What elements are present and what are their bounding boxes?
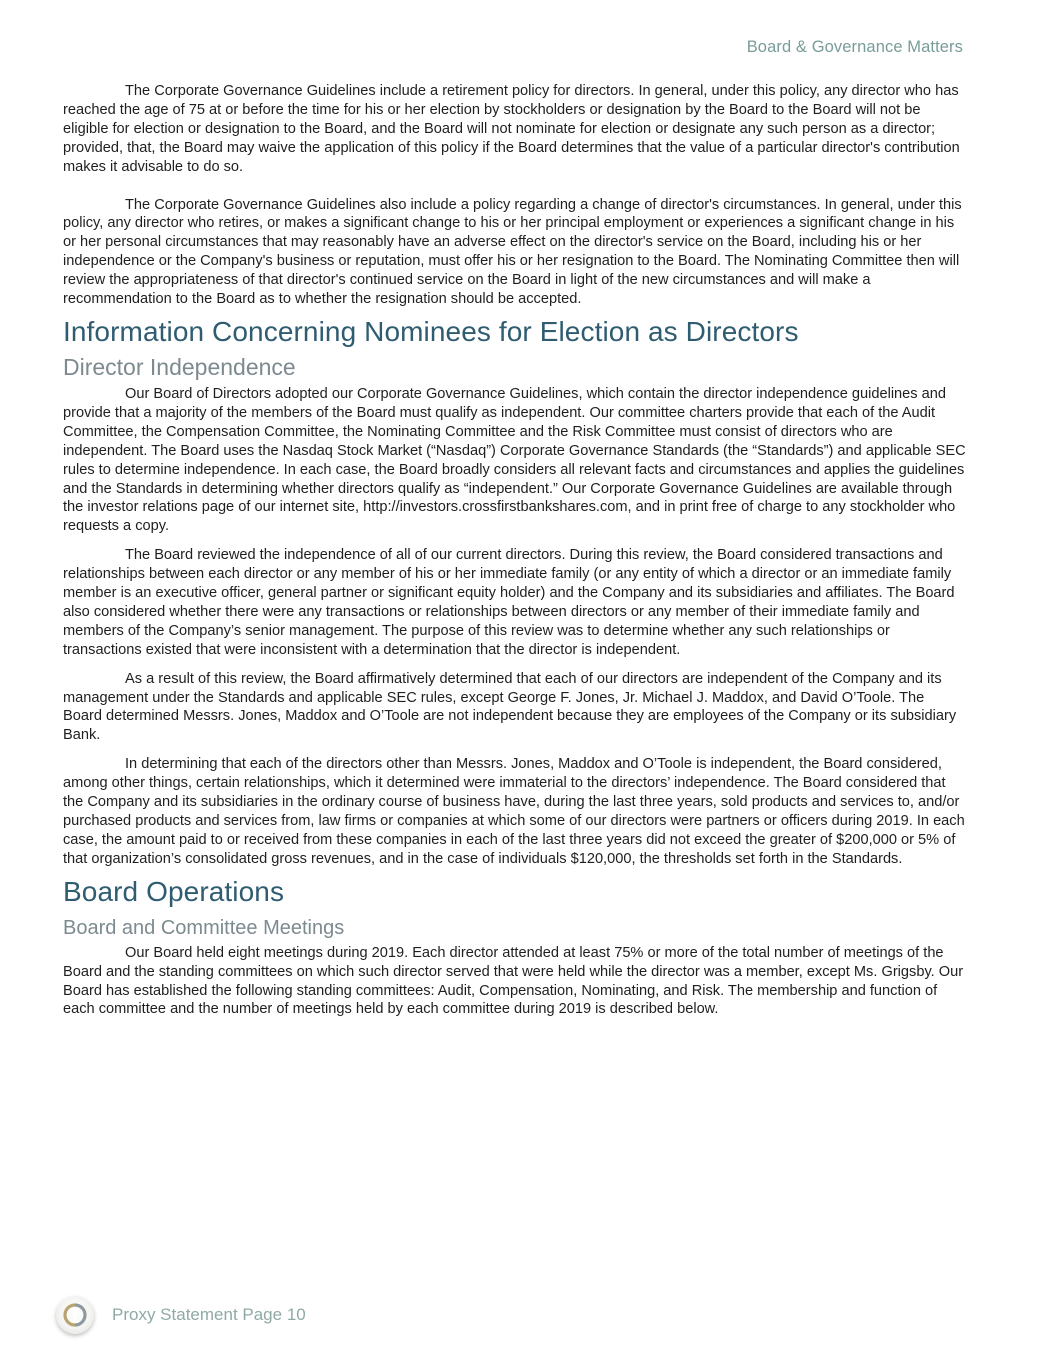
footer-page-label: Proxy Statement Page 10 [112,1305,306,1324]
crossfirst-logo-icon [56,1296,94,1334]
retirement-policy-paragraph: The Corporate Governance Guidelines include a retirement policy for directors. In general, under this policy, any director who has reached the age of 75 at or before the time for his or her election by stockholders or designation by the Board to the Board will not be eligible for election or designation to the Board, and the Board will not nominate for election or designate any such person as a director; provided, that, the Board may waive the application of this policy if the Board determines that the value of a particular director's contribution makes it advisable to do so. [63,83,960,175]
independence-paragraph-2: The Board reviewed the independence of all of our current directors. During this review, the Board considered transactions and relationships between each director or any member of his or her immediate family (or any entity of which a director or an immediate family member is an executive officer, general partner or significant equity holder) and the Company and its subsidiaries and affiliates. The Board also considered whether there were any transactions or relationships between directors or any member of their immediate family and members of the Company’s senior management. The purpose of this review was to determine whether any such relationships or transactions existed that were inconsistent with a determination that the director is independent. [63,547,955,658]
running-header: Board & Governance Matters [746,38,963,56]
independence-paragraph-3: As a result of this review, the Board affirmatively determined that each of our directors are independent of the Company and its management under the Standards and applicable SEC rules, except George F. Jones, Jr. Michael J. Maddox, and David O’Toole. The Board determined Messrs. Jones, Maddox and O’Toole are not independent because they are employees of the Company or its subsidiary Bank. [63,670,957,744]
independence-paragraph-1: Our Board of Directors adopted our Corporate Governance Guidelines, which contain the director independence guidelines and provide that a majority of the members of the Board must qualify as independent. Our committee charters provide that each of the Audit Committee, the Compensation Committee, the Nominating Committee and the Risk Committee must consist of directors who are independent. The Board uses the Nasdaq Stock Market (“Nasdaq”) Corporate Governance Standards (the “Standards”) and applicable SEC rules to determine independence. In each case, the Board broadly considers all relevant facts and circumstances and applies the guidelines and the Standards in determining whether directors qualify as “independent.” Our Corporate Governance Guidelines are available through the investor relations page of our internet site, http://investors.crossfirstbankshares.com, and in print free of charge to any stockholder who requests a copy. [63,385,966,535]
page-body [63,82,966,1019]
nominees-heading: Information Concerning Nominees for Election as Directors [63,315,799,347]
page-footer [56,1293,306,1337]
director-independence-heading: Director Independence [63,353,296,380]
independence-paragraph-4: In determining that each of the directors other than Messrs. Jones, Maddox and O’Toole is independent, the Board considered, among other things, certain relationships, which it determined were immaterial to the directors’ independence. The Board considered that the Company and its subsidiaries in the ordinary course of business have, during the last three years, sold products and services to, and/or purchased products and services from, law firms or companies at which some of our directors were partners or officers during 2019. In each case, the amount paid to or received from these companies in each of the last three years did not exceed the greater of $200,000 or 5% of that organization’s consolidated gross revenues, and in the case of individuals $120,000, the thresholds set forth in the Standards. [63,756,965,867]
meetings-paragraph: Our Board held eight meetings during 2019. Each director attended at least 75% or more of the total number of meetings of the Board and the standing committees on which such director served that were held while the director was a member, except Ms. Grigsby. Our Board has established the following standing committees: Audit, Compensation, Nominating, and Risk. The membership and function of each committee and the number of meetings held by each committee during 2019 is described below. [63,944,964,1018]
change-of-circumstances-paragraph: The Corporate Governance Guidelines also include a policy regarding a change of director's circumstances. In general, under this policy, any director who retires, or makes a significant change to his or her principal employment or experiences a significant change in his or her personal circumstances that may reasonably have an adverse effect on the director's service on the Board, including his or her independence or the Company's business or reputation, must offer his or her resignation to the Board. The Nominating Committee then will review the appropriateness of that director's continued service on the Board in light of the new circumstances and will make a recommendation to the Board as to whether the resignation should be accepted. [63,196,962,308]
board-operations-heading: Board Operations [63,875,285,907]
board-committee-meetings-heading: Board and Committee Meetings [63,916,345,939]
